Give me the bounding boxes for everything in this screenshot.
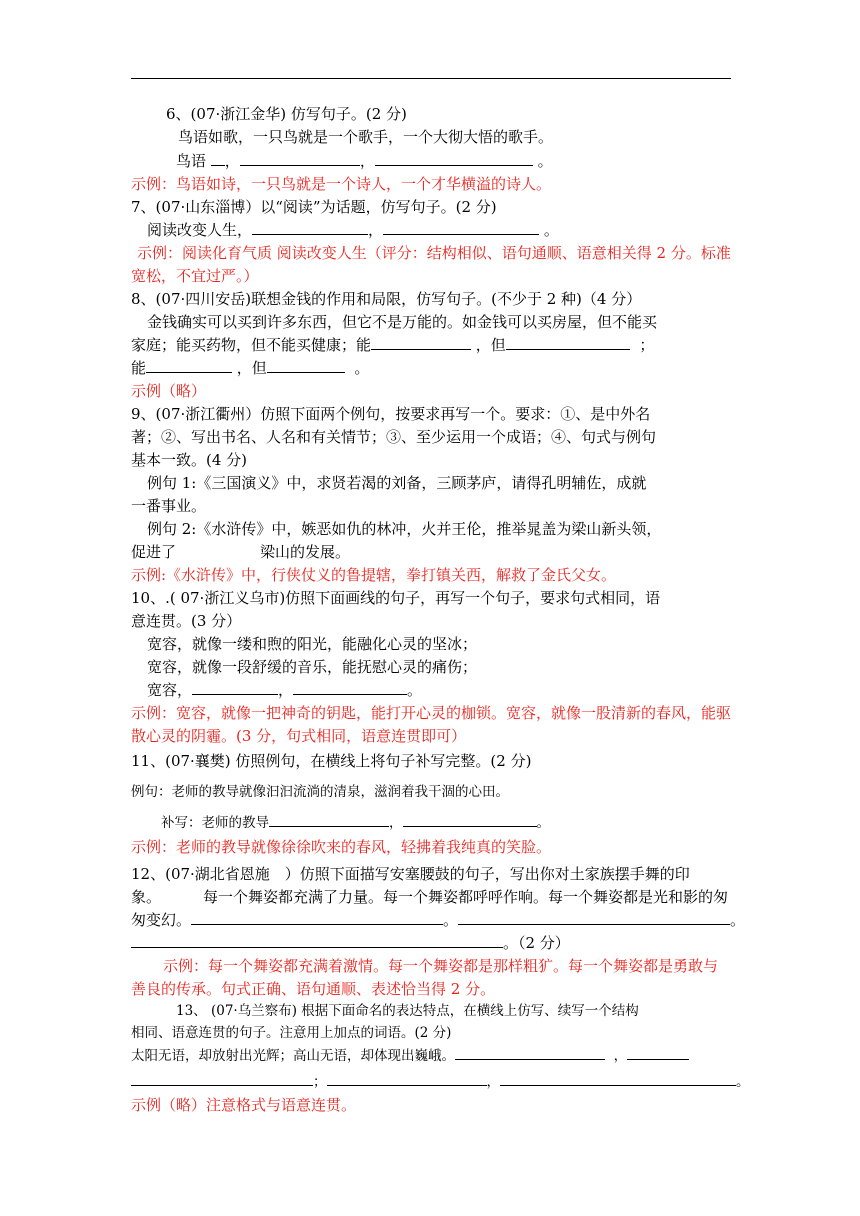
q10-blank-line: 宽容， ， 。 (147, 681, 423, 699)
q8-answer: 示例（略） (131, 382, 207, 400)
q12-answer-cont: 善良的传承。句式正确、语句通顺、表述恰当得 2 分。 (131, 980, 496, 998)
q11-blank-line: 补写：老师的教导 ， 。 (161, 811, 761, 834)
q7-answer-cont: 宽松，不宜过严。） (131, 267, 259, 285)
q6-example: 鸟语如歌，一只鸟就是一个歌手，一个大彻大悟的歌手。 (178, 128, 554, 146)
q8-blank-line-1: 家庭；能买药物，但不能买健康；能 ，但 ； (131, 336, 655, 354)
q9-example-1: 例句 1:《三国演义》中，求贤若渴的刘备，三顾茅庐，请得孔明辅佐，成就 (147, 474, 647, 492)
q9-title-cont: 著；②、写出书名、人名和有关情节；③、至少运用一个成语；④、句式与例句 (131, 428, 657, 446)
q10-answer: 示例：宽容，就像一把神奇的钥匙，能打开心灵的枷锁。宽容，就像一股清新的春风，能驱 (131, 704, 732, 722)
q10-example-1: 宽容，就像一缕和煦的阳光，能融化心灵的坚冰； (147, 635, 478, 653)
q8-title: 8、(07·四川安岳)联想金钱的作用和局限，仿写句子。(不少于 2 种)（4 分） (131, 290, 642, 308)
q6-title: 6、(07·浙江金华) 仿写句子。(2 分) (166, 105, 407, 123)
q7-blank-line: 阅读改变人生， ， 。 (147, 221, 559, 239)
q10-example-2: 宽容，就像一段舒缓的音乐，能抚慰心灵的痛伤； (147, 658, 478, 676)
q9-example-2-cont: 促进了 梁山的发展。 (131, 543, 351, 561)
q13-blank-line: ； ， 。 (131, 1070, 731, 1093)
blank[interactable] (383, 219, 539, 235)
q12-blank-line-1: 匆变幻。 。 。 (131, 911, 746, 929)
q7-answer: 示例：阅读化育气质 阅读改变人生（评分：结构相似、语句通顺、语意相关得 2 分。标准 (137, 244, 731, 262)
blank[interactable] (192, 679, 278, 695)
blank[interactable] (327, 1070, 487, 1086)
q12-answer: 示例：每一个舞姿都充满着激情。每一个舞姿都是那样粗犷。每一个舞姿都是勇敢与 (163, 957, 719, 975)
q8-blank-line-2: 能 ，但 。 (131, 359, 370, 377)
blank[interactable] (131, 1070, 313, 1086)
q10-answer-cont: 散心灵的阴霾。(3 分，句式相同，语意连贯即可） (131, 727, 467, 745)
blank[interactable] (240, 150, 360, 166)
q10-title: 10、.( 07·浙江义乌市)仿照下面画线的句子，再写一个句子，要求句式相同，语 (131, 589, 661, 607)
blank[interactable] (293, 679, 407, 695)
blank[interactable] (269, 811, 389, 827)
blank[interactable] (403, 811, 537, 827)
blank[interactable] (252, 219, 368, 235)
blank[interactable] (375, 150, 533, 166)
q10-title-cont: 意连贯。(3 分） (131, 612, 242, 630)
q13-example-line: 太阳无语，却放射出光辉；高山无语，却体现出巍峨。 ， (131, 1044, 731, 1067)
blank[interactable] (146, 357, 232, 373)
q8-text: 金钱确实可以买到许多东西，但它不是万能的。如金钱可以买房屋，但不能买 (147, 313, 658, 331)
blank[interactable] (267, 357, 345, 373)
blank[interactable] (506, 334, 630, 350)
q11-answer: 示例：老师的教导就像徐徐吹来的春风，轻拂着我纯真的笑脸。 (131, 838, 552, 856)
blank[interactable] (191, 909, 443, 925)
blank[interactable] (455, 1044, 605, 1060)
blank[interactable] (371, 334, 471, 350)
q11-title: 11、(07·襄樊) 仿照例句，在横线上将句子补写完整。(2 分) (131, 752, 532, 770)
blank[interactable] (627, 1044, 689, 1060)
blank[interactable] (131, 932, 503, 948)
header-rule (131, 78, 731, 79)
q9-example-2: 例句 2:《水浒传》中，嫉恶如仇的林冲，火并王伦，推举晁盖为梁山新头领， (147, 520, 662, 538)
q12-title: 12、(07·湖北省恩施 ）仿照下面描写安塞腰鼓的句子，写出你对土家族摆手舞的印 (131, 865, 690, 883)
q9-answer: 示例:《水浒传》中，行侠仗义的鲁提辖，拳打镇关西，解救了金氏父女。 (131, 566, 617, 584)
q9-example-1-cont: 一番事业。 (131, 497, 207, 515)
q6-answer: 示例：鸟语如诗，一只鸟就是一个诗人，一个才华横溢的诗人。 (131, 175, 552, 193)
q13-title-cont: 相同、语意连贯的句子。注意用上加点的词语。(2 分) (131, 1025, 452, 1041)
blank[interactable] (211, 150, 225, 166)
q12-blank-line-2: 。（2 分） (131, 932, 731, 954)
q13-answer: 示例（略）注意格式与语意连贯。 (131, 1096, 357, 1114)
blank[interactable] (458, 909, 730, 925)
q12-text: 象。 每一个舞姿都充满了力量。每一个舞姿都呼呼作响。每一个舞姿都是光和影的匆 (131, 888, 729, 906)
q6-blank-line: 鸟语 ， ， 。 (176, 152, 553, 170)
q9-title-cont-2: 基本一致。(4 分) (131, 451, 248, 469)
q11-example: 例句：老师的教导就像汩汩流淌的清泉，滋润着我干涸的心田。 (131, 784, 509, 800)
q13-title: 13、 (07·乌兰察布) 根据下面命名的表达特点，在横线上仿写、续写一个结构 (176, 1003, 639, 1019)
q7-title: 7、(07·山东淄博）以“阅读”为话题，仿写句子。(2 分) (131, 198, 497, 216)
q9-title: 9、(07·浙江衢州）仿照下面两个例句，按要求再写一个。要求：①、是中外名 (131, 405, 651, 423)
blank[interactable] (500, 1070, 736, 1086)
